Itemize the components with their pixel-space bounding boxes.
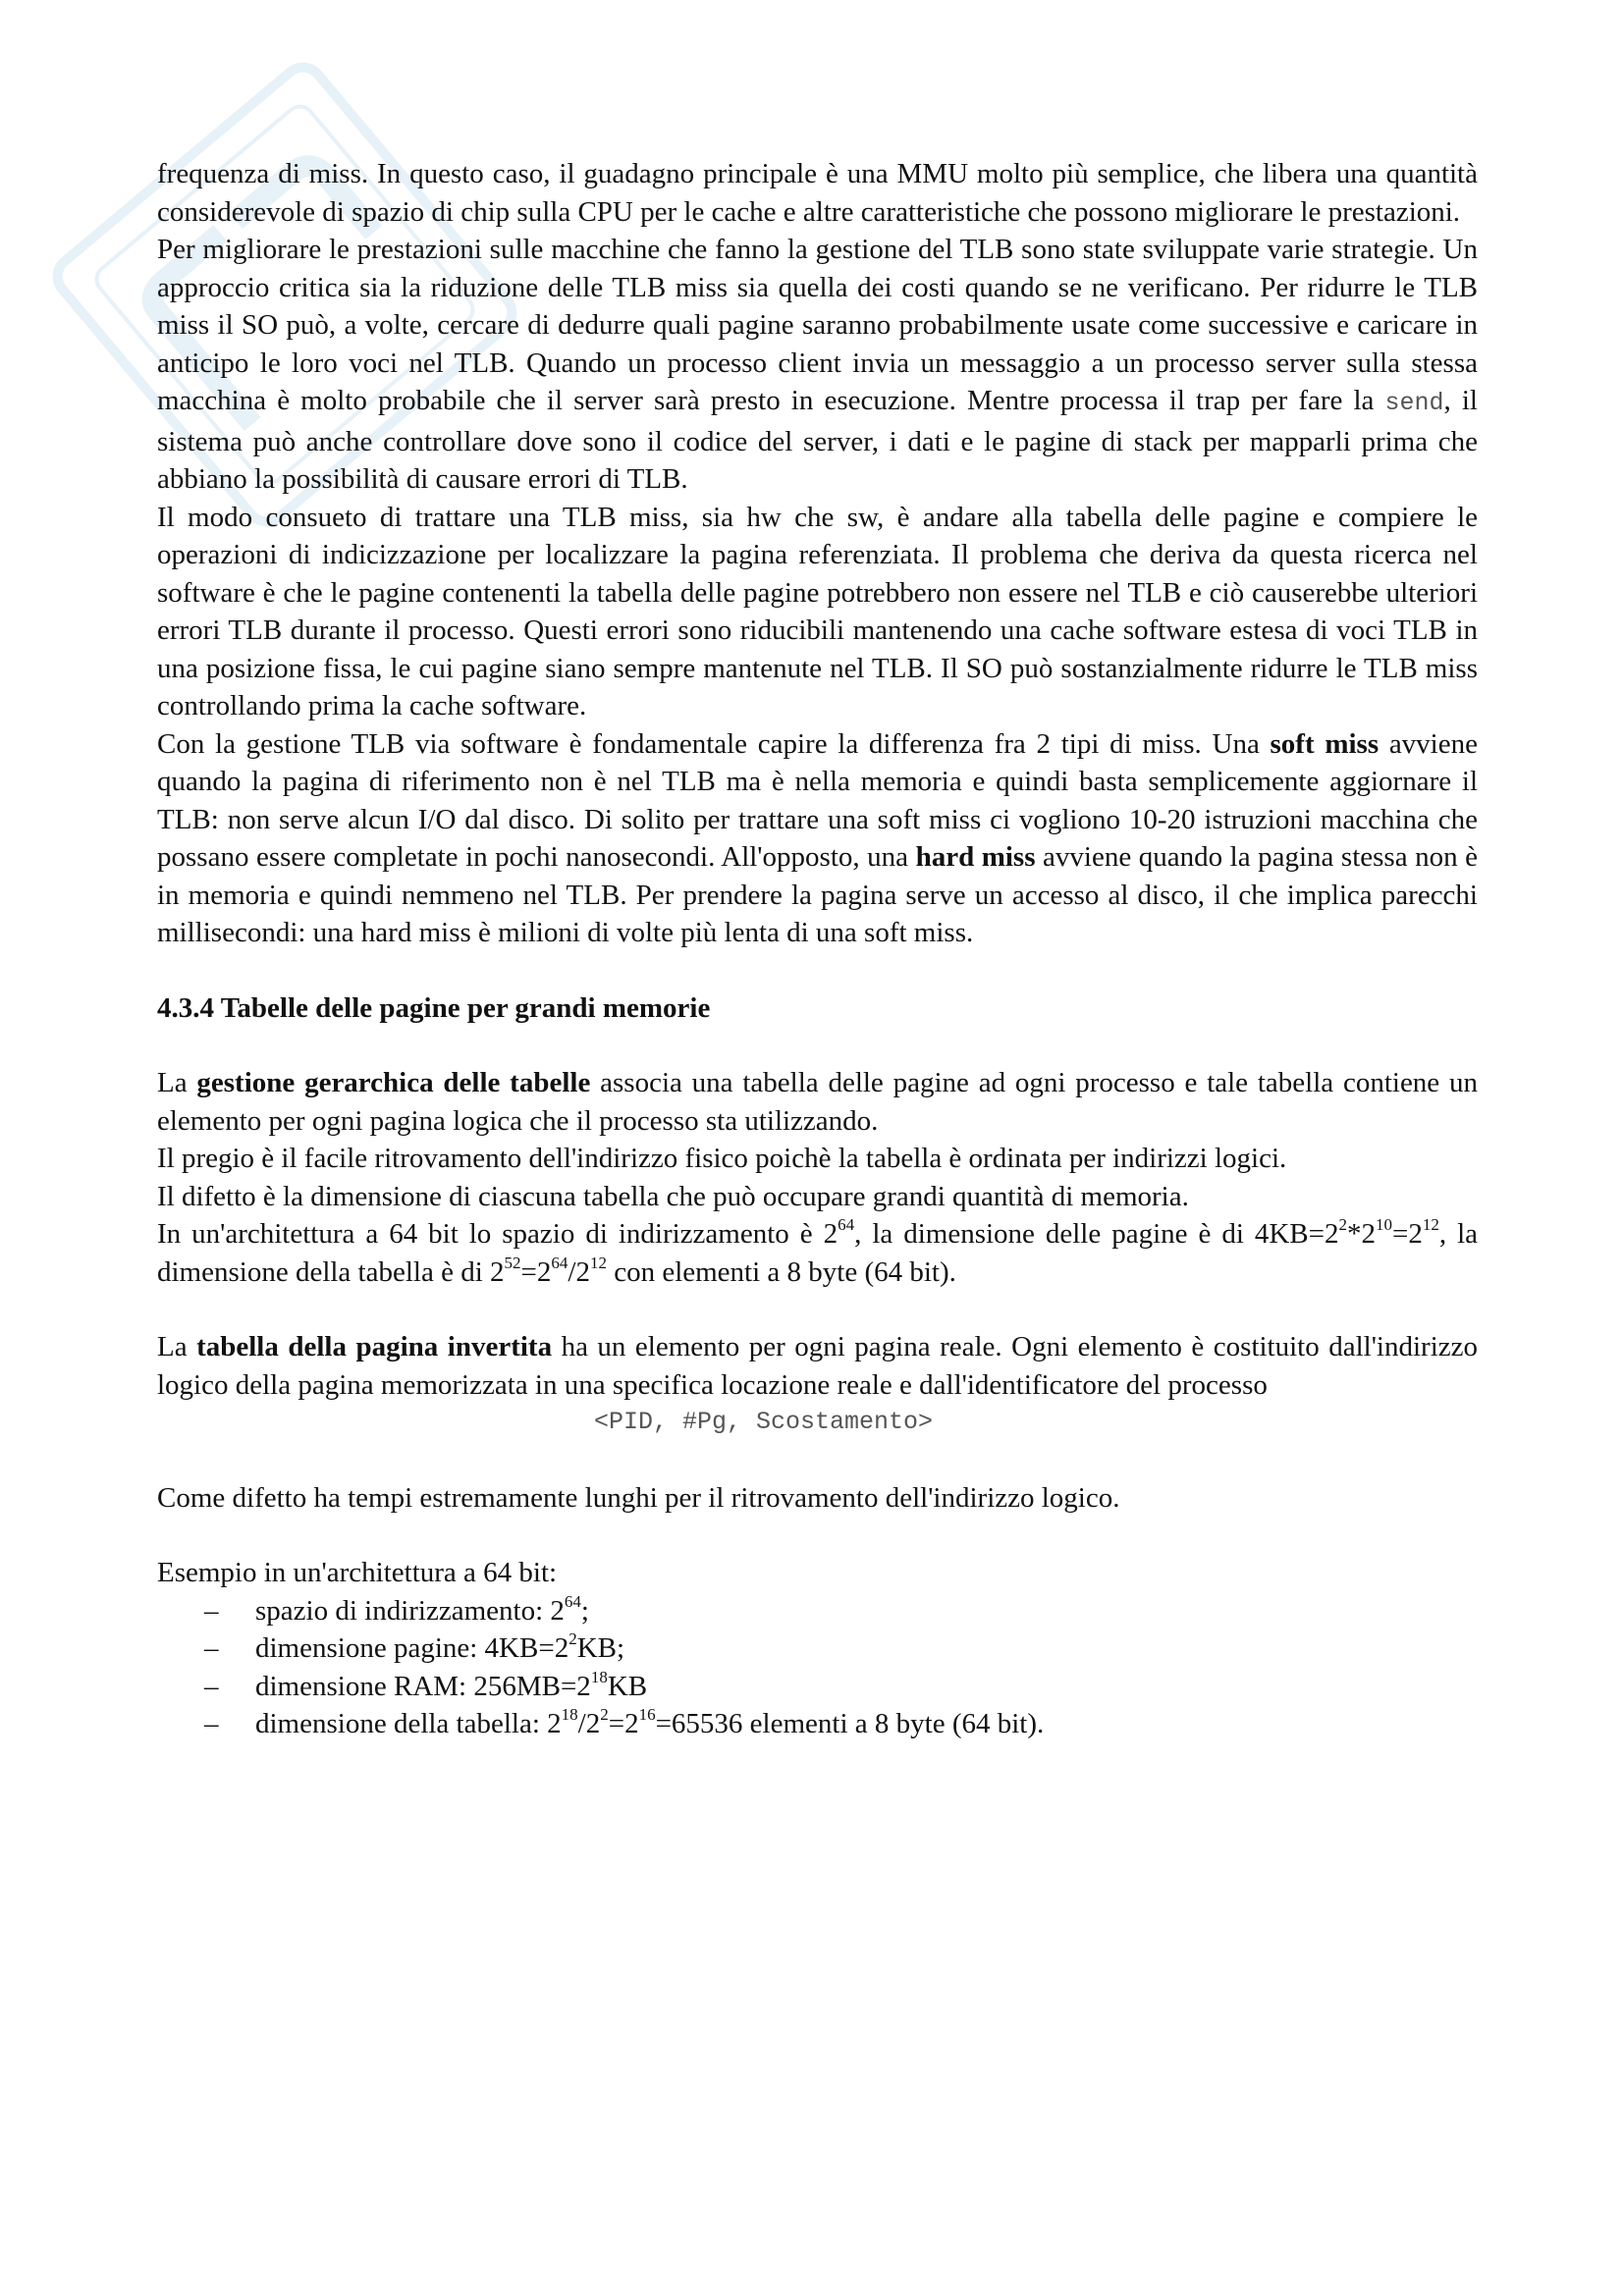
document-page	[157, 155, 1478, 1743]
list-item: – dimensione RAM: $256MB=2^{18}KB$	[204, 1667, 648, 1702]
paragraph: La gestione gerarchica delle tabelle associa una tabella delle pagine ad ogni processo e tale tabella contiene un elemento per ogni pagina logica che il processo sta utilizzando.	[157, 1067, 1478, 1137]
example-list	[157, 1592, 1478, 1743]
paragraph: Il modo consueto di trattare una TLB miss, sia hw che sw, è andare alla tabella delle pagine e compiere le operazioni di indicizzazione per localizzare la pagina referenziata. Il problema che deriva da questa ricerca nel software è che le pagine contenenti la tabella delle pagine potrebbero non essere nel TLB e ciò causerebbe ulteriori errori TLB durante il processo. Questi errori sono riducibili mantenendo una cache software estesa di voci TLB in una posizione fissa, le cui pagine siano sempre mantenute nel TLB. Il SO può sostanzialmente ridurre le TLB miss controllando prima la cache software.	[157, 501, 1478, 721]
term-soft-miss: soft miss	[1270, 727, 1380, 760]
paragraph: In un'architettura a 64 bit lo spazio di indirizzamento è $2^{64}$, la dimensione delle pagine è di $4KB=2^2*2^{10}=2^{12}$, la dimensione della tabella è di $2^{52}=2^{64}/2^{12}$ con elementi a 8 byte (64 bit).	[157, 1215, 1478, 1288]
section-heading: 4.3.4 Tabelle delle pagine per grandi memorie	[157, 991, 711, 1024]
code-block: <PID, #Pg, Scostamento>	[593, 1408, 934, 1436]
term-hierarchical: gestione gerarchica delle tabelle	[196, 1067, 591, 1098]
paragraph: Per migliorare le prestazioni sulle macchine che fanno la gestione del TLB sono state sviluppate varie strategie. Un approccio critica sia la riduzione delle TLB miss sia quella dei costi quando se ne verificano. Per ridurre le TLB miss il SO può, a volte, cercare di dedurre quali pagine saranno probabilmente usate come successive e caricare in anticipo le loro voci nel TLB. Quando un processo client invia un messaggio a un processo server sulla stessa macchina è molto probabile che il server sarà presto in esecuzione. Mentre processa il trap per fare la send, il sistema può anche controllare dove sono il codice del server, i dati e le pagine di stack per mapparli prima che abbiano la possibilità di causare errori di TLB.	[157, 234, 1478, 495]
paragraph: La tabella della pagina invertita ha un elemento per ogni pagina reale. Ogni elemento è costituito dall'indirizzo logico della pagina memorizzata in una specifica locazione reale e dall'identificatore del processo	[157, 1331, 1479, 1401]
term-inverted-table: tabella della pagina invertita	[196, 1331, 553, 1362]
paragraph: Con la gestione TLB via software è fondamentale capire la differenza fra 2 tipi di miss. Una soft miss avviene quando la pagina di riferimento non è nel TLB ma è nella memoria e quindi basta semplicemente aggiornare il TLB: non serve alcun I/O dal disco. Di solito per trattare una soft miss ci vogliono 10-20 istruzioni macchina che possano essere completate in pochi nanosecondi. All'opposto, una hard miss avviene quando la pagina stessa non è in memoria e quindi nemmeno nel TLB. Per prendere la pagina serve un accesso al disco, il che implica parecchi millisecondi: una hard miss è milioni di volte più lenta di una soft miss.	[157, 727, 1479, 948]
list-item: – spazio di indirizzamento: $2^{64}$;	[204, 1591, 589, 1627]
code-inline: send	[1384, 389, 1444, 417]
term-hard-miss: hard miss	[915, 841, 1036, 873]
paragraph: Esempio in un'architettura a 64 bit:	[157, 1557, 558, 1588]
list-item: – dimensione pagine: $4KB=2^2KB$;	[204, 1629, 625, 1664]
list-item: – dimensione della tabella: $2^{18}/2^2=2^{16}=65536$ elementi a 8 byte (64 bit).	[204, 1705, 1045, 1739]
paragraph: Come difetto ha tempi estremamente lunghi per il ritrovamento dell'indirizzo logico.	[157, 1481, 1120, 1514]
paragraph: frequenza di miss. In questo caso, il guadagno principale è una MMU molto più semplice, che libera una quantità considerevole di spazio di chip sulla CPU per le cache e altre caratteristiche che possono migliorare le prestazioni.	[157, 158, 1478, 228]
paragraph: Il pregio è il facile ritrovamento dell'indirizzo fisico poichè la tabella è ordinata per indirizzi logici.	[157, 1143, 1287, 1174]
paragraph: Il difetto è la dimensione di ciascuna tabella che può occupare grandi quantità di memoria.	[157, 1180, 1189, 1212]
